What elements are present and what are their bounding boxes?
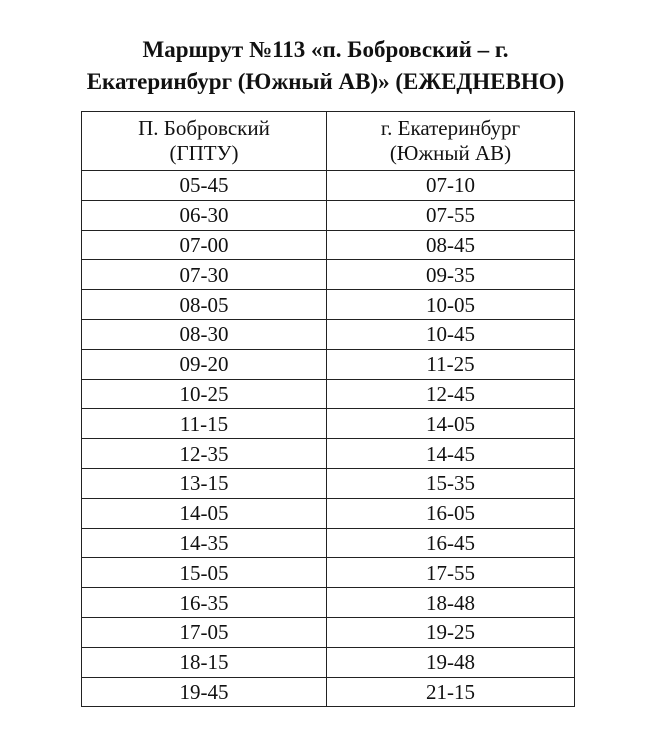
table-row <box>82 379 575 409</box>
departure-time-cell: 13-15 <box>82 468 327 498</box>
header-departure-line-1: П. Бобровский <box>138 116 270 140</box>
table-row <box>82 409 575 439</box>
header-arrival-line-1: г. Екатеринбург <box>380 116 521 140</box>
header-departure-line-2: (ГПТУ) <box>169 141 239 165</box>
arrival-time-cell: 17-55 <box>327 558 575 588</box>
table-row <box>82 588 575 618</box>
arrival-time-cell: 08-45 <box>327 230 575 260</box>
departure-time-cell: 08-30 <box>82 319 327 349</box>
table-row <box>82 290 575 320</box>
table-row <box>82 319 575 349</box>
page-title <box>0 34 651 98</box>
arrival-time-cell: 07-55 <box>327 200 575 230</box>
header-departure <box>82 112 327 171</box>
departure-time-cell: 09-20 <box>82 349 327 379</box>
departure-time-cell: 05-45 <box>82 171 327 201</box>
arrival-time-cell: 18-48 <box>327 588 575 618</box>
arrival-time-cell: 12-45 <box>327 379 575 409</box>
arrival-time-cell: 10-05 <box>327 290 575 320</box>
departure-time-cell: 06-30 <box>82 200 327 230</box>
arrival-time-cell: 11-25 <box>327 349 575 379</box>
departure-time-cell: 14-35 <box>82 528 327 558</box>
table-header-row <box>82 112 575 171</box>
arrival-time-cell: 15-35 <box>327 468 575 498</box>
table-row <box>82 349 575 379</box>
table-row <box>82 677 575 707</box>
departure-time-cell: 11-15 <box>82 409 327 439</box>
schedule-table <box>81 111 575 707</box>
table-row <box>82 647 575 677</box>
arrival-time-cell: 16-05 <box>327 498 575 528</box>
header-arrival-line-2: (Южный АВ) <box>389 141 512 165</box>
table-row <box>82 260 575 290</box>
departure-time-cell: 16-35 <box>82 588 327 618</box>
table-row <box>82 498 575 528</box>
table-row <box>82 558 575 588</box>
title-line-2: Екатеринбург (Южный АВ)» (ЕЖЕДНЕВНО) <box>86 69 565 94</box>
schedule-body <box>82 171 575 707</box>
departure-time-cell: 15-05 <box>82 558 327 588</box>
arrival-time-cell: 07-10 <box>327 171 575 201</box>
table-row <box>82 230 575 260</box>
departure-time-cell: 14-05 <box>82 498 327 528</box>
table-row <box>82 617 575 647</box>
departure-time-cell: 07-30 <box>82 260 327 290</box>
departure-time-cell: 10-25 <box>82 379 327 409</box>
table-row <box>82 468 575 498</box>
table-row <box>82 439 575 469</box>
departure-time-cell: 07-00 <box>82 230 327 260</box>
header-arrival <box>327 112 575 171</box>
arrival-time-cell: 10-45 <box>327 319 575 349</box>
arrival-time-cell: 14-05 <box>327 409 575 439</box>
arrival-time-cell: 16-45 <box>327 528 575 558</box>
title-line-1: Маршрут №113 «п. Бобровский – г. <box>142 37 509 62</box>
table-row <box>82 200 575 230</box>
departure-time-cell: 18-15 <box>82 647 327 677</box>
departure-time-cell: 19-45 <box>82 677 327 707</box>
arrival-time-cell: 14-45 <box>327 439 575 469</box>
departure-time-cell: 08-05 <box>82 290 327 320</box>
arrival-time-cell: 19-48 <box>327 647 575 677</box>
arrival-time-cell: 19-25 <box>327 617 575 647</box>
departure-time-cell: 17-05 <box>82 617 327 647</box>
table-row <box>82 171 575 201</box>
arrival-time-cell: 09-35 <box>327 260 575 290</box>
departure-time-cell: 12-35 <box>82 439 327 469</box>
arrival-time-cell: 21-15 <box>327 677 575 707</box>
table-row <box>82 528 575 558</box>
